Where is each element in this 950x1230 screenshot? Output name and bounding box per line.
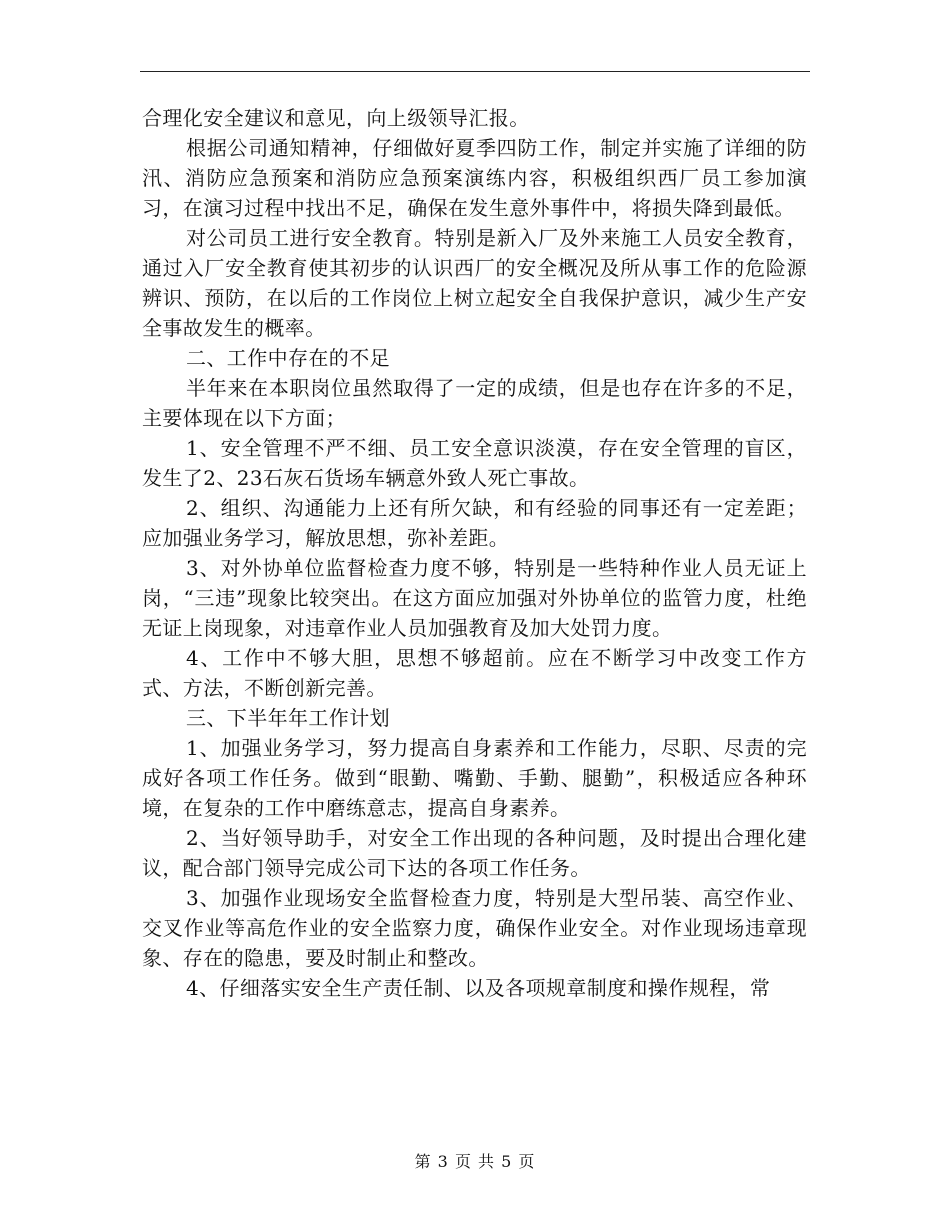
list-item-3: 3、对外协单位监督检查力度不够，特别是一些特种作业人员无证上岗，“三违”现象比较突出。在这方面应加强对外协单位的监管力度，杜绝无证上岗现象，对违章作业人员加强教育及加大处罚力度。 (142, 556, 807, 640)
paragraph-2: 根据公司通知精神，仔细做好夏季四防工作，制定并实施了详细的防汛、消防应急预案和消防应急预案演练内容，积极组织西厂员工参加演习，在演习过程中找出不足，确保在发生意外事件中，将损失降到最低。 (142, 136, 807, 220)
plan-item-4: 4、仔细落实安全生产责任制、以及各项规章制度和操作规程，常 (186, 976, 771, 1000)
list-item-4: 4、工作中不够大胆，思想不够超前。应在不断学习中改变工作方式、方法，不断创新完善。 (142, 646, 807, 700)
paragraph-3: 对公司员工进行安全教育。特别是新入厂及外来施工人员安全教育，通过入厂安全教育使其初步的认识西厂的安全概况及所从事工作的危险源辨识、预防，在以后的工作岗位上树立起安全自我保护意识，减少生产安全事故发生的概率。 (142, 226, 807, 340)
list-item-1: 1、安全管理不严不细、员工安全意识淡漠，存在安全管理的盲区，发生了2、23石灰石货场车辆意外致人死亡事故。 (142, 436, 807, 490)
list-item-2: 2、组织、沟通能力上还有所欠缺，和有经验的同事还有一定差距；应加强业务学习，解放思想，弥补差距。 (142, 496, 807, 550)
plan-item-1: 1、加强业务学习，努力提高自身素养和工作能力，尽职、尽责的完成好各项工作任务。做到“眼勤、嘴勤、手勤、腿勤”，积极适应各种环境，在复杂的工作中磨练意志，提高自身素养。 (142, 736, 807, 820)
plan-item-2: 2、当好领导助手，对安全工作出现的各种问题，及时提出合理化建议，配合部门领导完成公司下达的各项工作任务。 (142, 826, 807, 880)
plan-item-3: 3、加强作业现场安全监督检查力度，特别是大型吊装、高空作业、交叉作业等高危作业的安全监察力度，确保作业安全。对作业现场违章现象、存在的隐患，要及时制止和整改。 (142, 886, 807, 970)
document-body (142, 103, 807, 1003)
header-rule (140, 71, 810, 72)
section-heading-2: 二、工作中存在的不足 (186, 346, 390, 370)
page-number: 第 3 页 共 5 页 (414, 1152, 536, 1171)
section-heading-3: 三、下半年年工作计划 (186, 706, 390, 730)
paragraph-1: 合理化安全建议和意见，向上级领导汇报。 (142, 106, 530, 130)
paragraph-5: 半年来在本职岗位虽然取得了一定的成绩，但是也存在许多的不足，主要体现在以下方面； (142, 376, 807, 430)
